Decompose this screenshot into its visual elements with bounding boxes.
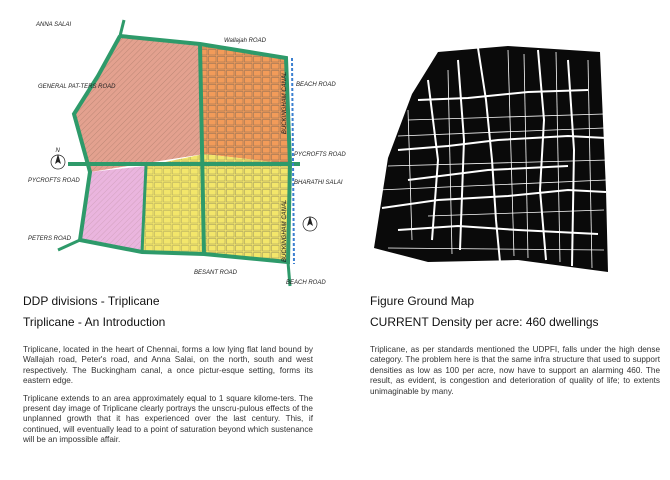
label-buckingham-canal-top: BUCKINGHAM CANAL (282, 71, 288, 134)
label-beach-road-top: BEACH ROAD (296, 82, 336, 88)
label-bharathi-salai: BHARATHI SALAI (294, 180, 343, 186)
label-buckingham-canal-bottom: BUCKINGHAM CANAL (282, 199, 288, 262)
label-beach-road-bottom: BEACH ROAD (286, 280, 326, 286)
density-label: CURRENT Density per acre (370, 315, 520, 329)
ddp-divisions-heading: DDP divisions - Triplicane (23, 294, 160, 308)
density-heading (370, 315, 660, 329)
intro-paragraph-1: Triplicane, located in the heart of Chennai, forms a low lying flat land bound by Wallajah road, Peter's road, and Anna Salai, on the north, south and west respectively. The Buckingham canal, a once pictur-esque setting, forms its eastern edge. (23, 345, 313, 386)
label-wallajah-road: Wallajah ROAD (224, 38, 266, 44)
label-pycrofts-road-right: PYCROFTS ROAD (294, 152, 346, 158)
left-text-column (23, 294, 313, 453)
density-value: : 460 dwellings (519, 315, 599, 329)
label-anna-salai: ANNA SALAI (36, 22, 72, 28)
label-general-patters-road: GENERAL PAT-TERS ROAD (38, 84, 116, 90)
introduction-heading: Triplicane - An Introduction (23, 315, 166, 329)
intro-paragraph-2: Triplicane extends to an area approximately equal to 1 square kilome-ters. The present day image of Triplicane clearly portrays the unscru-pulous effects of the unplanned growth that it has experienced over the last century. This, if continued, will eventually lead to a point of saturation beyond which sustenance will be an impossible affair. (23, 393, 313, 445)
density-paragraph: Triplicane, as per standards mentioned the UDPFI, falls under the high dense category. The problem here is that the same infra structure that used to support densities as low as 100 per acre, now have to support an alarming 460. The result, as evident, is congestion and deterioration of quality of life; to extents unimaginable by many. (370, 345, 660, 396)
svg-text:N: N (55, 148, 60, 154)
figure-ground-heading: Figure Ground Map (370, 294, 475, 308)
label-besant-road: BESANT ROAD (194, 270, 238, 276)
north-arrow-icon (51, 148, 65, 169)
buckingham-canal (292, 58, 294, 264)
right-text-column (370, 294, 660, 404)
north-arrow-icon (303, 216, 317, 231)
label-pycrofts-road-left: PYCROFTS ROAD (28, 178, 80, 184)
ddp-divisions-map (28, 14, 346, 292)
figure-ground-map (368, 40, 618, 290)
label-peters-road: PETERS ROAD (28, 236, 72, 242)
